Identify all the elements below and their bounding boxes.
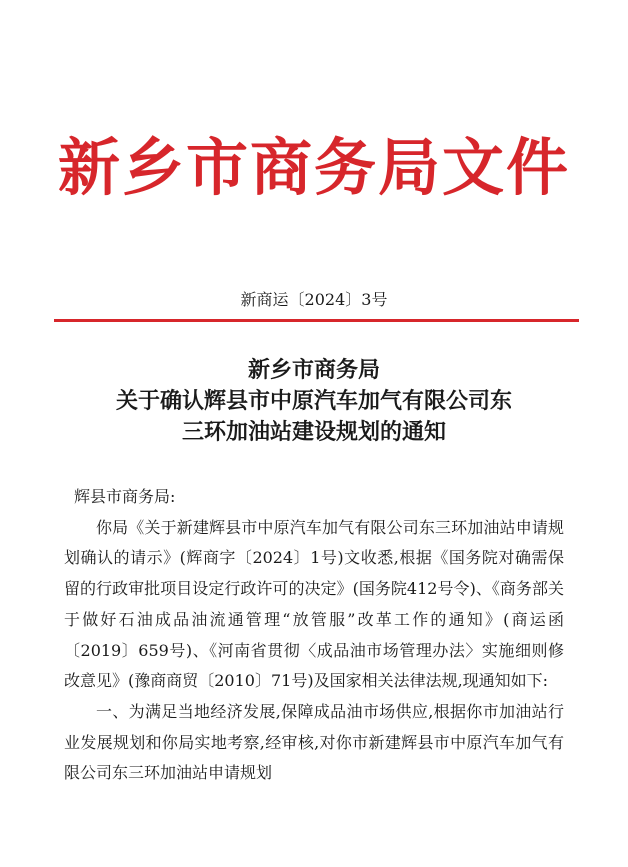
addressee: 辉县市商务局:: [74, 487, 176, 506]
notice-title: [40, 355, 588, 448]
title-line-3: 三环加油站建设规划的通知: [181, 419, 446, 445]
paragraph-1: 你局《关于新建辉县市中原汽车加气有限公司东三环加油站申请规划确认的请示》(辉商字〔2024〕1号)文收悉,根据《国务院对确需保留的行政审批项目设定行政许可的决定》(国务院412号令)、《商务部关于做好石油成品油流通管理“放管服”改革工作的通知》(商运函〔2019〕659号)、《河南省贯彻〈成品油市场管理办法〉实施细则修改意见》(豫商商贸〔2010〕71号)及国家相关法律法规,现通知如下:: [64, 517, 564, 691]
document-number: 新商运〔2024〕3号: [240, 290, 388, 309]
title-line-1: 新乡市商务局: [247, 357, 380, 383]
notice-body: [64, 482, 564, 789]
red-divider: [54, 319, 579, 322]
paragraph-2: 一、为满足当地经济发展,保障成品油市场供应,根据你市加油站行业发展规划和你局实地考察,经审核,对你市新建辉县市中原汽车加气有限公司东三环加油站申请规划: [64, 701, 564, 783]
issuer-title: 新乡市商务局文件: [57, 131, 570, 204]
title-line-2: 关于确认辉县市中原汽车加气有限公司东: [115, 388, 512, 414]
